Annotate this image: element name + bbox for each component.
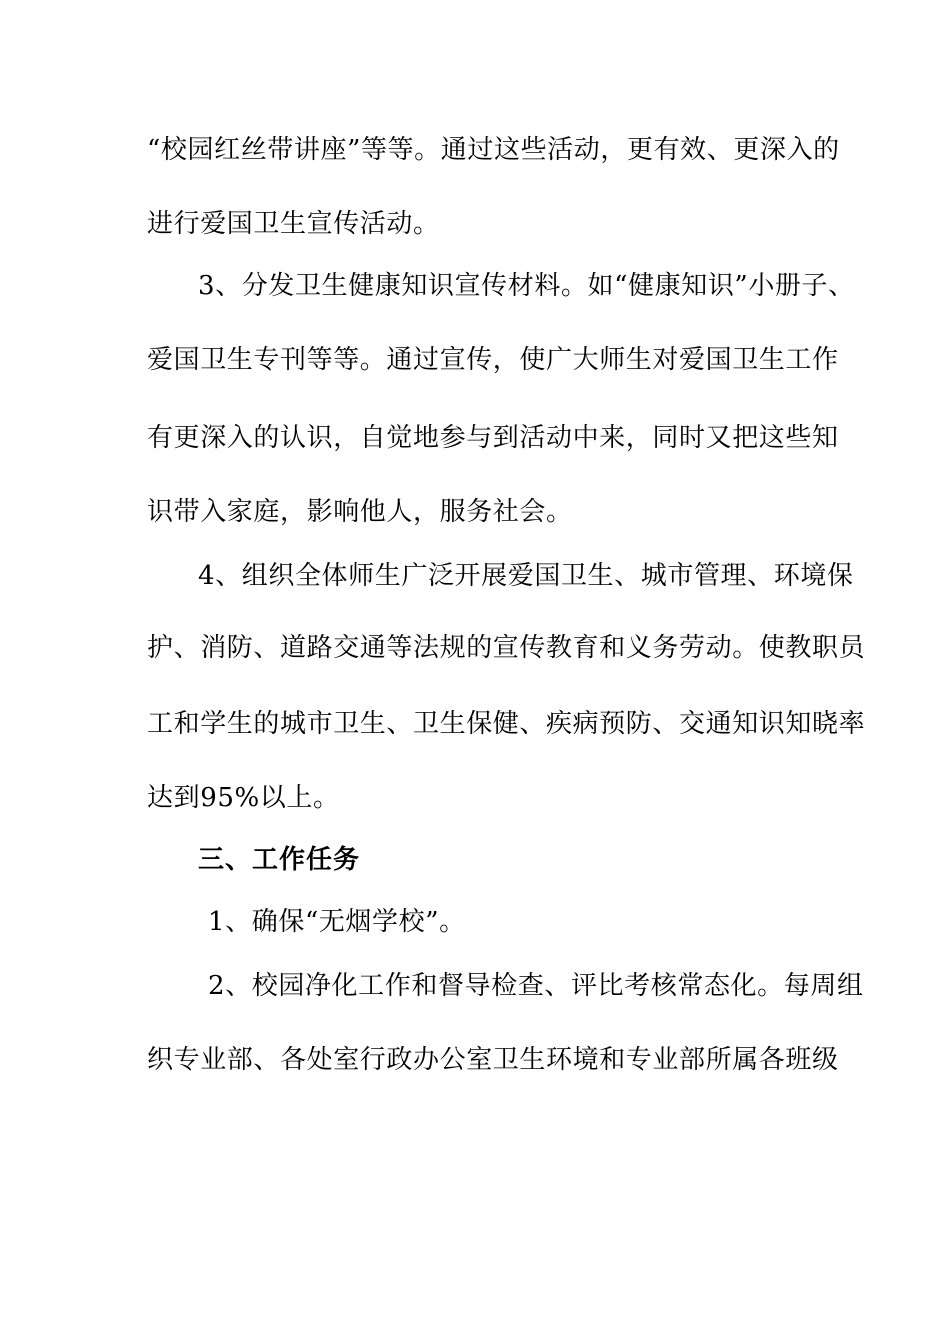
section-heading: 三、工作任务	[198, 845, 361, 875]
task-line: 织专业部、各处室行政办公室卫生环境和专业部所属各班级	[147, 1045, 839, 1075]
paragraph-line: 爱国卫生专刊等等。通过宣传，使广大师生对爱国卫生工作	[147, 345, 839, 375]
paragraph-line: 达到95%以上。	[147, 783, 340, 813]
paragraph-line: 4、组织全体师生广泛开展爱国卫生、城市管理、环境保	[198, 561, 854, 591]
paragraph-line: “校园红丝带讲座”等等。通过这些活动，更有效、更深入的	[147, 135, 840, 165]
paragraph-line: 识带入家庭，影响他人，服务社会。	[147, 497, 573, 527]
task-line: 1、确保“无烟学校”。	[208, 907, 466, 937]
task-line: 2、校园净化工作和督导检查、评比考核常态化。每周组	[208, 971, 864, 1001]
paragraph-line: 进行爱国卫生宣传活动。	[147, 209, 440, 239]
paragraph-line: 有更深入的认识，自觉地参与到活动中来，同时又把这些知	[147, 423, 839, 453]
paragraph-line: 工和学生的城市卫生、卫生保健、疾病预防、交通知识知晓率	[147, 709, 866, 739]
paragraph-line: 3、分发卫生健康知识宣传材料。如“健康知识”小册子、	[198, 271, 855, 301]
paragraph-line: 护、消防、道路交通等法规的宣传教育和义务劳动。使教职员	[147, 633, 866, 663]
